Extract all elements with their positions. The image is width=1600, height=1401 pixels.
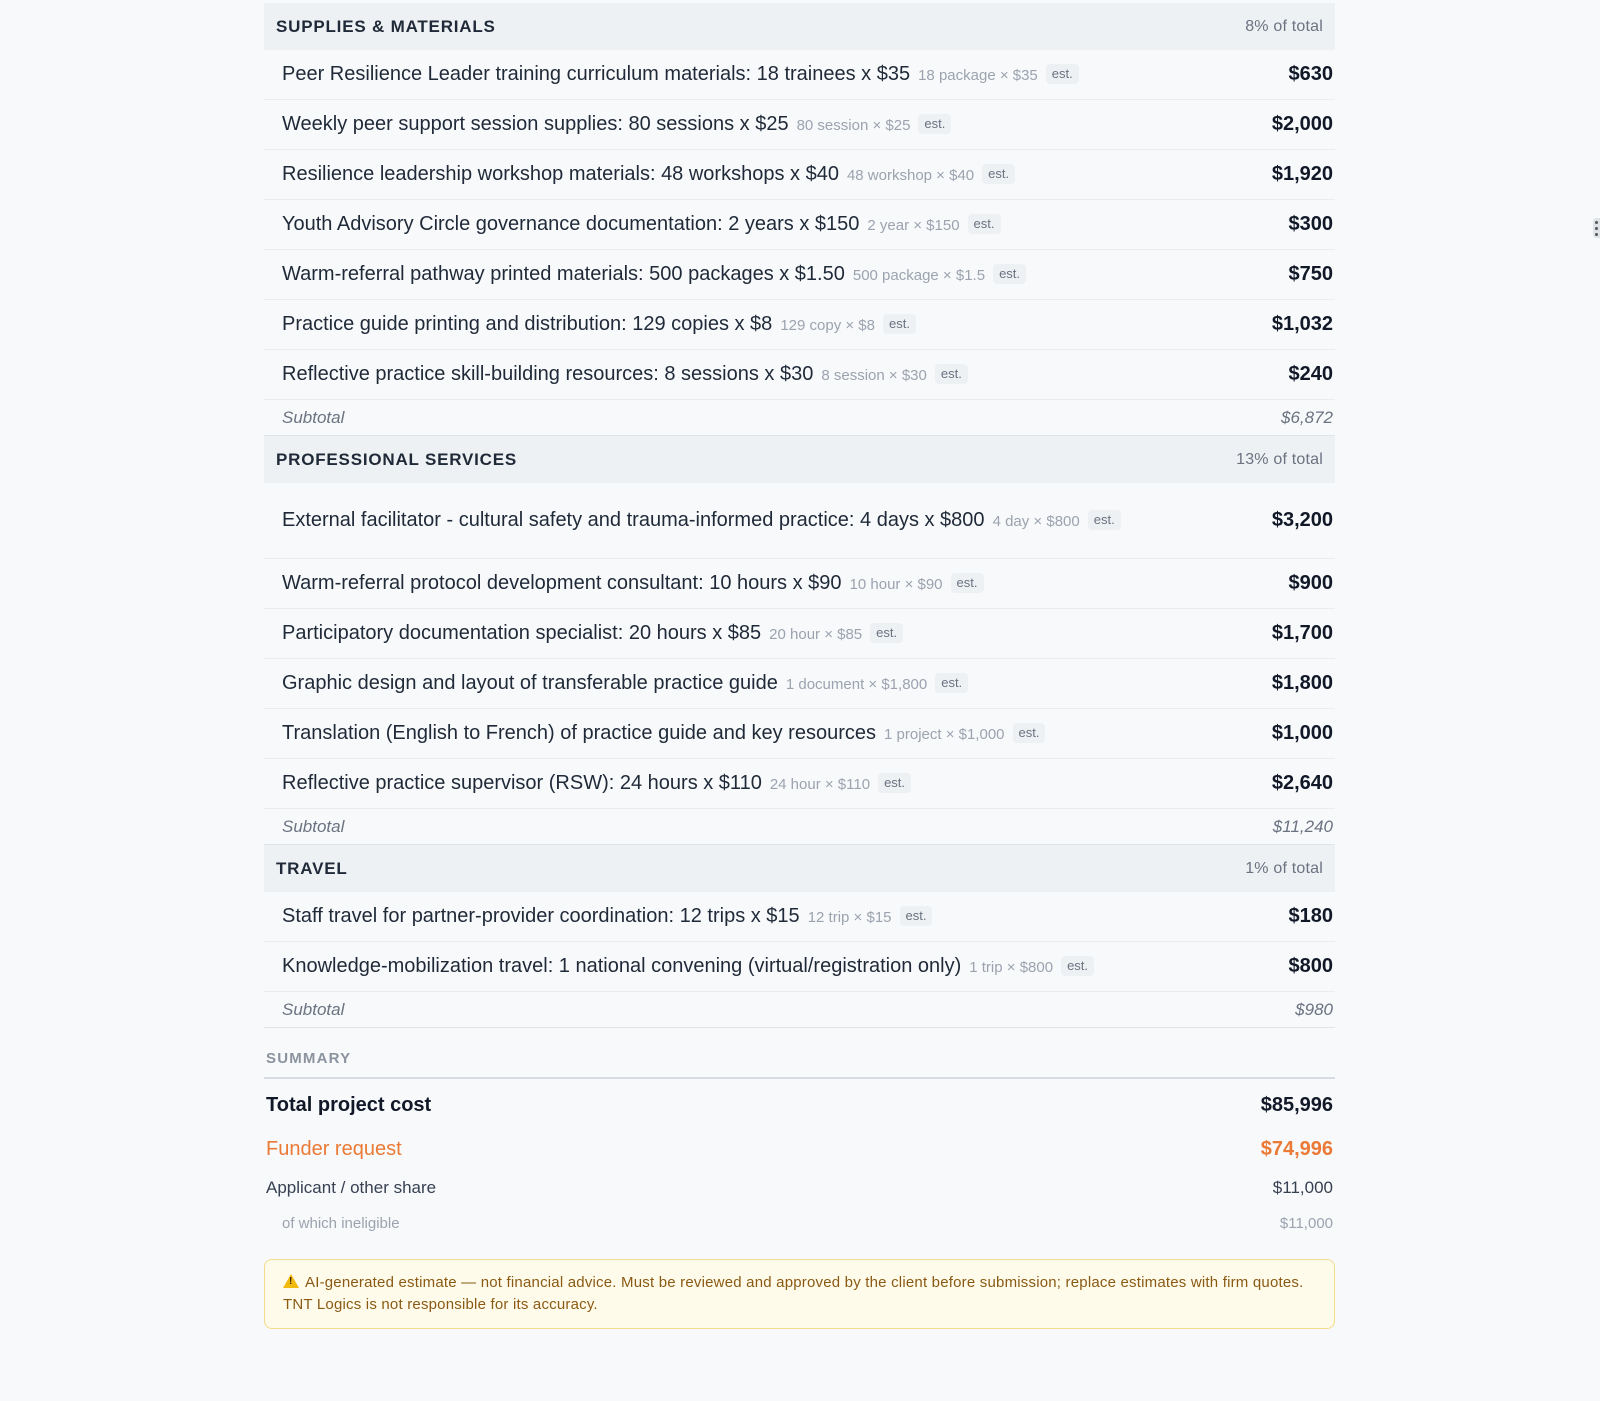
estimate-badge: est. [883,314,916,334]
item-amount: $1,800 [1271,672,1333,694]
line-item [264,50,1335,100]
subtotal-row [264,809,1335,845]
subtotal-label: Subtotal [282,816,345,836]
item-calc: 12 trip × $15 [807,908,892,926]
section-percent: 1% of total [1245,859,1323,877]
line-item [264,150,1335,200]
item-description: Practice guide printing and distribution: 129 copies x $8 [282,312,773,335]
item-amount: $800 [1288,955,1333,977]
item-calc: 48 workshop × $40 [846,166,975,184]
section-title: PROFESSIONAL SERVICES [276,449,518,469]
item-description: Knowledge-mobilization travel: 1 national convening (virtual/registration only) [282,954,962,977]
line-item [264,100,1335,150]
item-description: External facilitator - cultural safety and trauma-informed practice: 4 days x $800 [282,508,985,531]
item-calc: 4 day × $800 [992,512,1080,530]
section-professional-services [264,436,1335,845]
section-header [264,3,1335,50]
line-item [264,559,1335,609]
estimate-badge: est. [918,114,951,134]
subtotal-row [264,992,1335,1028]
item-description: Participatory documentation specialist: 20 hours x $85 [282,621,762,644]
item-description: Warm-referral protocol development consultant: 10 hours x $90 [282,571,842,594]
estimate-badge: est. [968,214,1001,234]
item-description: Reflective practice supervisor (RSW): 24 hours x $110 [282,771,762,794]
summary-block [264,1042,1335,1239]
item-amount: $750 [1288,263,1333,285]
funder-request-value: $74,996 [1260,1137,1333,1160]
line-item [264,200,1335,250]
item-amount: $2,640 [1271,772,1333,794]
total-label: Total project cost [266,1093,432,1116]
ineligible-value: $11,000 [1279,1214,1333,1232]
item-description: Warm-referral pathway printed materials: 500 packages x $1.50 [282,262,845,285]
estimate-badge: est. [1061,956,1094,976]
item-calc: 1 project × $1,000 [884,725,1005,743]
applicant-share-label: Applicant / other share [266,1178,437,1197]
item-description: Youth Advisory Circle governance documentation: 2 years x $150 [282,212,860,235]
section-supplies [264,3,1335,436]
line-item [264,609,1335,659]
estimate-badge: est. [993,264,1026,284]
section-percent: 13% of total [1236,450,1323,468]
applicant-share-value: $11,000 [1272,1178,1333,1197]
applicant-share-row [264,1169,1335,1207]
section-percent: 8% of total [1245,17,1323,35]
ineligible-label: of which ineligible [282,1214,400,1232]
ineligible-row [264,1207,1335,1239]
item-calc: 1 document × $1,800 [785,675,928,693]
section-title: SUPPLIES & MATERIALS [276,16,496,36]
estimate-badge: est. [1088,510,1121,530]
item-description: Graphic design and layout of transferable practice guide [282,671,778,694]
line-item [264,250,1335,300]
warning-icon [283,1274,299,1288]
item-calc: 8 session × $30 [821,366,927,384]
estimate-badge: est. [878,773,911,793]
item-amount: $240 [1288,363,1333,385]
item-calc: 20 hour × $85 [769,625,863,643]
item-calc: 1 trip × $800 [969,958,1054,976]
funder-request-row [264,1129,1335,1169]
side-panel-handle[interactable] [1593,218,1600,238]
estimate-badge: est. [900,906,933,926]
item-amount: $1,000 [1271,722,1333,744]
item-description: Staff travel for partner-provider coordination: 12 trips x $15 [282,904,800,927]
item-description: Resilience leadership workshop materials: 48 workshops x $40 [282,162,839,185]
line-item [264,483,1335,559]
line-item [264,942,1335,992]
section-header [264,845,1335,892]
item-calc: 2 year × $150 [867,216,960,234]
disclaimer-text: AI-generated estimate — not financial advice. Must be reviewed and approved by the client before submission; replace estimates with firm quotes. TNT Logics is not responsible for its accuracy. [283,1274,1304,1313]
estimate-badge: est. [935,673,968,693]
item-calc: 80 session × $25 [796,116,911,134]
budget-breakdown [264,3,1335,1329]
total-row [264,1081,1335,1129]
item-description: Peer Resilience Leader training curriculum materials: 18 trainees x $35 [282,62,911,85]
summary-heading: SUMMARY [264,1042,1335,1079]
estimate-badge: est. [1013,723,1046,743]
item-calc: 24 hour × $110 [769,775,871,793]
item-amount: $180 [1288,905,1333,927]
item-amount: $300 [1288,213,1333,235]
item-description: Reflective practice skill-building resources: 8 sessions x $30 [282,362,814,385]
item-amount: $630 [1288,63,1333,85]
subtotal-label: Subtotal [282,999,345,1019]
item-calc: 10 hour × $90 [849,575,943,593]
estimate-badge: est. [935,364,968,384]
line-item [264,350,1335,400]
line-item [264,300,1335,350]
section-header [264,436,1335,483]
subtotal-row [264,400,1335,436]
estimate-badge: est. [982,164,1015,184]
item-calc: 500 package × $1.5 [852,266,986,284]
estimate-badge: est. [870,623,903,643]
item-calc: 129 copy × $8 [780,316,875,334]
subtotal-value: $6,872 [1281,407,1333,427]
item-amount: $1,032 [1271,313,1333,335]
line-item [264,709,1335,759]
item-description: Translation (English to French) of practice guide and key resources [282,721,876,744]
estimate-badge: est. [951,573,984,593]
item-calc: 18 package × $35 [918,66,1038,84]
subtotal-label: Subtotal [282,407,345,427]
item-amount: $900 [1288,572,1333,594]
item-amount: $1,700 [1271,622,1333,644]
line-item [264,892,1335,942]
funder-request-label: Funder request [266,1137,402,1160]
section-travel [264,845,1335,1028]
item-description: Weekly peer support session supplies: 80 sessions x $25 [282,112,789,135]
total-value: $85,996 [1260,1093,1333,1116]
subtotal-value: $980 [1295,999,1333,1019]
subtotal-value: $11,240 [1272,816,1333,836]
item-amount: $2,000 [1271,113,1333,135]
item-amount: $3,200 [1271,509,1333,531]
line-item [264,759,1335,809]
item-amount: $1,920 [1271,163,1333,185]
line-item [264,659,1335,709]
section-title: TRAVEL [276,858,348,878]
disclaimer-notice [264,1259,1335,1329]
estimate-badge: est. [1046,64,1079,84]
